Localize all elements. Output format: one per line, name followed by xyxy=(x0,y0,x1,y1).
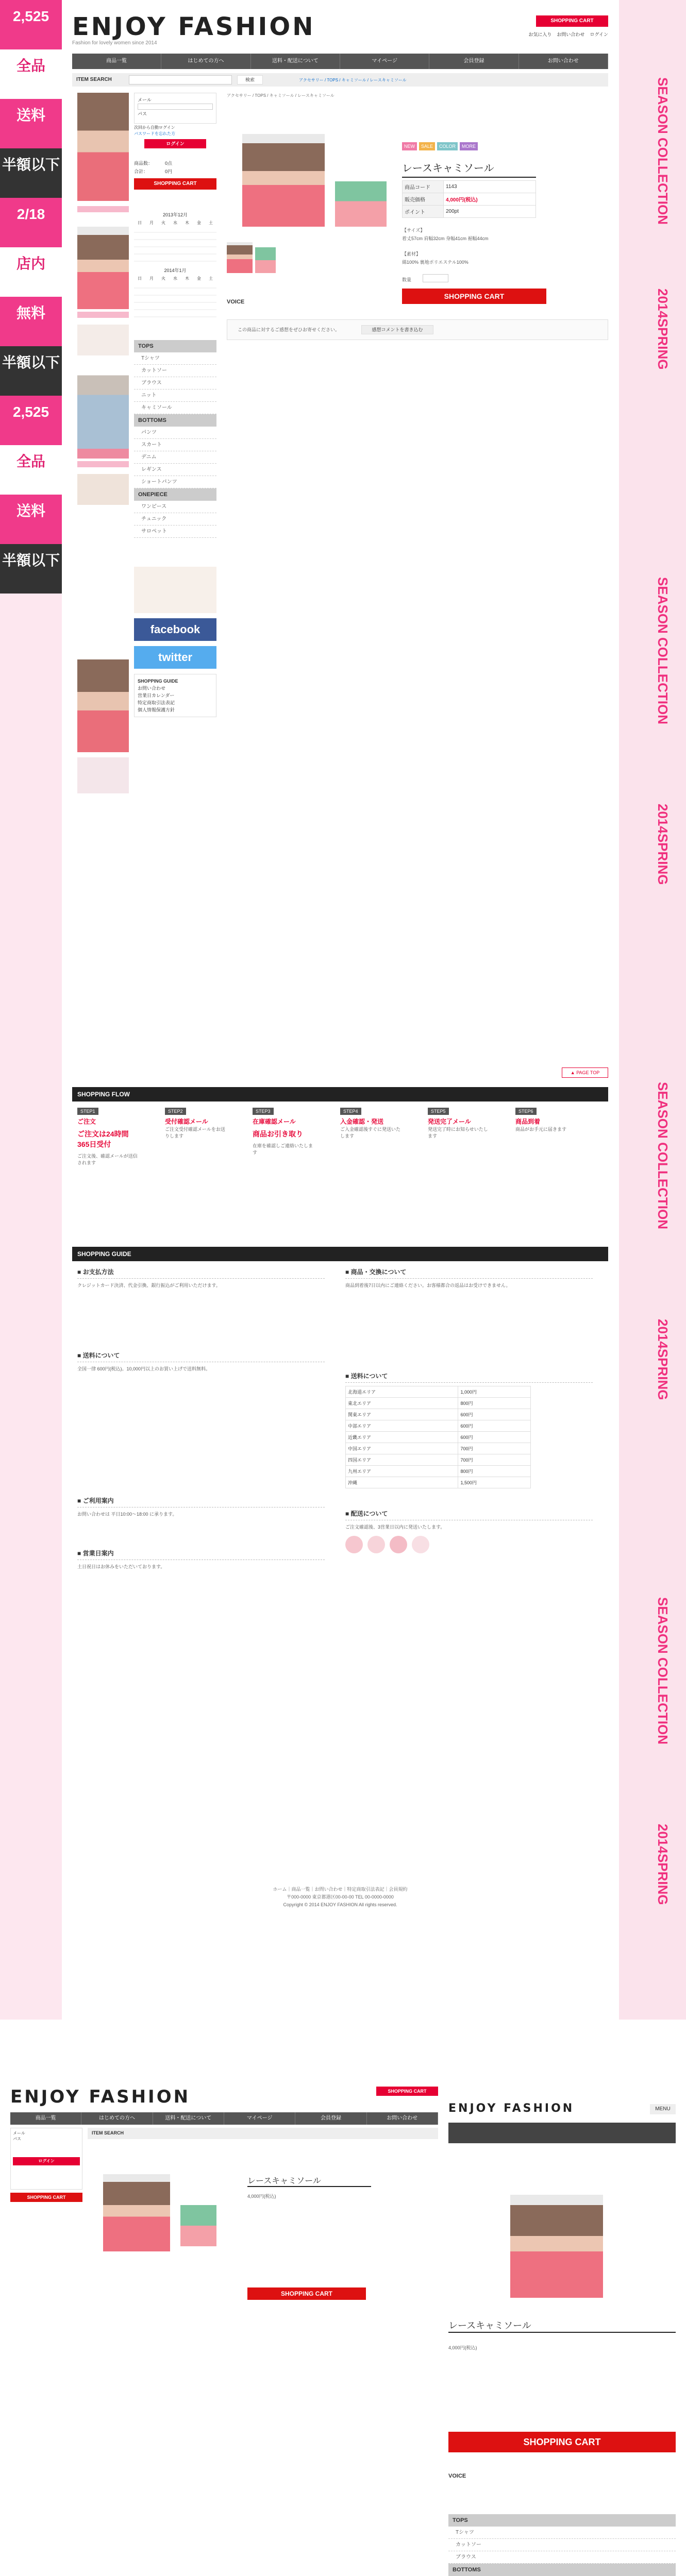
cart-total: 0円 xyxy=(165,169,173,174)
left-promo-strip[interactable] xyxy=(0,0,62,2020)
info-value: 200pt xyxy=(444,206,536,218)
footer xyxy=(72,1886,608,1909)
category-menu xyxy=(134,340,216,538)
step-badge: STEP5 xyxy=(428,1108,449,1115)
banner-image[interactable] xyxy=(77,93,129,201)
category-item[interactable]: カットソー xyxy=(134,365,216,377)
category-item[interactable]: ブラウス xyxy=(448,2551,676,2564)
login-button[interactable]: ログイン xyxy=(13,2157,80,2165)
area: 九州エリア xyxy=(346,1466,458,1477)
day-head: 月 xyxy=(149,221,154,225)
cart-total-label: 合計： xyxy=(134,169,148,174)
nav-item[interactable]: 送料・配送について xyxy=(153,2112,224,2125)
day-head: 土 xyxy=(209,276,213,281)
step-badge: STEP1 xyxy=(77,1108,98,1115)
promo-block: 2/18 xyxy=(0,198,62,247)
mail-label: メール xyxy=(138,97,152,103)
qty-input[interactable] xyxy=(423,274,448,282)
step-text: ご入金確認後すぐに発送いたします xyxy=(340,1127,401,1139)
category-item[interactable]: Tシャツ xyxy=(448,2527,676,2539)
tag-badge: NEW xyxy=(402,142,417,150)
area: 中部エリア xyxy=(346,1420,458,1432)
category-item[interactable]: パンツ xyxy=(134,427,216,439)
product-info-table xyxy=(402,180,536,218)
guide-heading: ■ ご利用案内 xyxy=(77,1496,325,1507)
swatch xyxy=(412,1536,429,1553)
tablet-view xyxy=(10,2081,438,2576)
day-head: 木 xyxy=(185,221,189,225)
search-button[interactable]: 検索 xyxy=(237,75,263,84)
day-head: 金 xyxy=(197,221,201,225)
day-head: 日 xyxy=(138,276,142,281)
search-label: ITEM SEARCH xyxy=(92,2130,124,2136)
guide-text: 商品到着後7日以内にご連絡ください。お客様都合の返品はお受けできません。 xyxy=(345,1283,511,1288)
fee: 700円 xyxy=(458,1454,531,1466)
cart-button[interactable]: SHOPPING CART xyxy=(376,2087,438,2096)
promo-block: 全品 xyxy=(0,49,62,99)
flow-step xyxy=(515,1108,577,1132)
promo-block: 2,525 xyxy=(0,396,62,445)
nav-item[interactable]: 商品一覧 xyxy=(72,54,161,69)
size-text: 着丈57cm 肩幅32cm 身幅41cm 裾幅44cm xyxy=(402,236,489,241)
product-main-image[interactable] xyxy=(103,2174,170,2251)
calendar-month: 2014年1月 xyxy=(164,268,187,273)
step-title: 発送完了メール xyxy=(428,1118,471,1125)
step-text: 発送完了時にお知らせいたします xyxy=(428,1127,488,1139)
add-to-cart-button[interactable]: SHOPPING CART xyxy=(247,2287,366,2300)
step-title: 商品到着 xyxy=(515,1118,541,1125)
twitter-button[interactable]: twitter xyxy=(134,646,216,669)
season-label: SEASON COLLECTION xyxy=(655,77,671,225)
area: 沖縄 xyxy=(346,1477,458,1488)
fee: 600円 xyxy=(458,1409,531,1420)
flow-title: SHOPPING FLOW xyxy=(72,1087,608,1101)
category-item[interactable]: スカート xyxy=(134,439,216,451)
main-nav xyxy=(72,54,608,69)
product-name: レースキャミソール xyxy=(247,2174,371,2187)
nav-item[interactable]: 送料・配送について xyxy=(251,54,340,69)
nav-item[interactable]: 会員登録 xyxy=(295,2112,366,2125)
guide-heading: ■ 送料について xyxy=(77,1351,325,1362)
category-head: BOTTOMS xyxy=(448,2564,676,2576)
price-value: 4,000円(税込) xyxy=(247,2194,276,2199)
banner-image[interactable] xyxy=(77,361,129,459)
flow-step xyxy=(165,1108,227,1139)
day-head: 水 xyxy=(173,276,177,281)
step-highlight: 商品お引き取り xyxy=(253,1130,303,1138)
product-tags xyxy=(402,142,478,150)
right-promo-strip[interactable] xyxy=(619,0,686,2020)
step-title: 受付確認メール xyxy=(165,1118,208,1125)
shopping-guide xyxy=(72,1247,608,1968)
area: 四国エリア xyxy=(346,1454,458,1466)
mobile-view xyxy=(448,2102,676,2576)
breadcrumb[interactable]: アクセサリー / TOPS / キャミソール / レースキャミソール xyxy=(299,78,407,82)
promo-block: 無料 xyxy=(0,297,62,346)
site-logo[interactable]: ENJOY FASHION xyxy=(10,2087,191,2107)
spring-label: 2014SPRING xyxy=(655,289,671,370)
guide-col-right xyxy=(345,1267,593,1555)
color-swatches xyxy=(345,1536,593,1555)
fee: 600円 xyxy=(458,1420,531,1432)
footer-links[interactable]: ホーム｜商品一覧｜お問い合わせ｜特定商取引法表記｜会員規約 xyxy=(273,1887,408,1892)
day-head: 土 xyxy=(209,221,213,225)
tag-badge: MORE xyxy=(460,142,478,150)
voice-text: この商品に対するご感想をぜひお寄せください。 xyxy=(238,327,340,332)
category-item[interactable]: キャミソール xyxy=(134,402,216,414)
login-box xyxy=(10,2128,82,2190)
area: 近畿エリア xyxy=(346,1432,458,1443)
guide-section-title: SHOPPING GUIDE xyxy=(72,1247,608,1261)
voice-title: VOICE xyxy=(448,2473,466,2479)
banner-image[interactable] xyxy=(77,474,129,505)
step-text: ご注文後、確認メールが送信されます xyxy=(77,1154,138,1165)
category-head: TOPS xyxy=(134,340,216,352)
site-logo[interactable]: ENJOY FASHION xyxy=(72,12,315,41)
site-logo[interactable]: ENJOY FASHION xyxy=(448,2102,575,2115)
season-label: SEASON COLLECTION xyxy=(655,1597,671,1745)
nav-item[interactable]: マイページ xyxy=(340,54,429,69)
category-head: BOTTOMS xyxy=(134,414,216,427)
material-title: 【素材】 xyxy=(402,251,421,257)
guide-col-left xyxy=(77,1267,325,1570)
flow-step xyxy=(340,1108,402,1139)
product-main-image[interactable] xyxy=(510,2195,603,2298)
guide-text: ご注文確認後、3営業日以内に発送いたします。 xyxy=(345,1524,445,1530)
area: 中国エリア xyxy=(346,1443,458,1454)
cart-count-label: 商品数： xyxy=(134,161,153,166)
step-highlight: ご注文は24時間365日受付 xyxy=(77,1130,129,1148)
banner-image[interactable] xyxy=(134,567,216,613)
promo-block: 半額以下 xyxy=(0,148,62,198)
nav-item[interactable]: お問い合わせ xyxy=(367,2112,438,2125)
promo-block: 店内 xyxy=(0,247,62,297)
product-thumb[interactable] xyxy=(227,242,253,273)
page-top-button[interactable]: ▲ PAGE TOP xyxy=(562,1067,608,1078)
category-item[interactable]: レギンス xyxy=(134,464,216,476)
guide-text: 全国一律 600円(税込)。10,000円以上のお買い上げで送料無料。 xyxy=(77,1366,211,1371)
banner-image[interactable] xyxy=(77,325,129,355)
footer-copyright: Copyright © 2014 ENJOY FASHION All rights reserved. xyxy=(283,1902,397,1907)
material-text: 綿100% 裏地ポリエステル100% xyxy=(402,260,469,265)
add-to-cart-button[interactable]: SHOPPING CART xyxy=(448,2432,676,2452)
category-item[interactable]: チュニック xyxy=(134,513,216,526)
nav-item[interactable]: お問い合わせ xyxy=(519,54,608,69)
mail-field[interactable] xyxy=(138,104,213,110)
product-name: レースキャミソール xyxy=(402,160,536,178)
voice-box xyxy=(227,319,608,340)
top-link[interactable]: お問い合わせ xyxy=(557,32,585,37)
main-nav xyxy=(10,2112,438,2125)
fee: 800円 xyxy=(458,1466,531,1477)
voice-button[interactable]: 感想コメントを書き込む xyxy=(361,325,433,334)
qty-label: 数量 xyxy=(402,277,412,282)
step-title: ご注文 xyxy=(77,1118,96,1125)
promo-block: 全品 xyxy=(0,445,62,495)
category-item[interactable]: Tシャツ xyxy=(134,352,216,365)
fee: 800円 xyxy=(458,1398,531,1409)
swatch xyxy=(390,1536,407,1553)
shipping-table xyxy=(345,1386,531,1488)
calendar-month: 2013年12月 xyxy=(162,212,188,217)
price-value: 4,000円(税込) xyxy=(444,193,536,206)
info-key: ポイント xyxy=(403,206,444,218)
swatch xyxy=(367,1536,385,1553)
banner-image[interactable] xyxy=(77,659,129,752)
mail-label: メール xyxy=(13,2131,25,2136)
category-item[interactable]: ワンピース xyxy=(134,501,216,513)
spring-label: 2014SPRING xyxy=(655,1319,671,1400)
category-item[interactable]: ニット xyxy=(134,389,216,402)
category-head: ONEPIECE xyxy=(134,488,216,501)
area: 関東エリア xyxy=(346,1409,458,1420)
breadcrumb[interactable]: アクセサリー / TOPS / キャミソール / レースキャミソール xyxy=(227,93,334,98)
guide-link[interactable]: 個人情報保護方針 xyxy=(138,707,175,713)
login-button[interactable]: ログイン xyxy=(144,139,206,148)
banner-image[interactable] xyxy=(77,757,129,793)
category-item[interactable]: ブラウス xyxy=(134,377,216,389)
info-key: 商品コード xyxy=(403,181,444,193)
login-box xyxy=(134,93,216,124)
search-bar xyxy=(72,73,608,87)
category-item[interactable]: カットソー xyxy=(448,2539,676,2551)
nav-item[interactable]: マイページ xyxy=(224,2112,295,2125)
season-label: SEASON COLLECTION xyxy=(655,1082,671,1230)
nav-item[interactable]: はじめての方へ xyxy=(161,54,250,69)
product-sub-image[interactable] xyxy=(335,170,387,227)
fee: 1,000円 xyxy=(458,1386,531,1398)
season-label: SEASON COLLECTION xyxy=(655,577,671,725)
flow-step xyxy=(428,1108,490,1139)
fee: 1,500円 xyxy=(458,1477,531,1488)
promo-block: 送料 xyxy=(0,99,62,148)
tag-badge: SALE xyxy=(419,142,435,150)
product-sub-image[interactable] xyxy=(180,2205,216,2246)
flow-step xyxy=(253,1108,314,1156)
category-item[interactable]: サロペット xyxy=(134,526,216,538)
step-badge: STEP2 xyxy=(165,1108,186,1115)
menu-button[interactable]: MENU xyxy=(650,2104,676,2114)
cart-count: 0点 xyxy=(165,161,173,166)
top-link[interactable]: ログイン xyxy=(590,32,608,37)
day-head: 日 xyxy=(138,221,142,225)
guide-text: クレジットカード決済、代金引換、銀行振込がご利用いただけます。 xyxy=(77,1283,221,1288)
search-input[interactable] xyxy=(129,75,232,84)
forgot-link[interactable]: パスワードを忘れた方 xyxy=(134,131,175,136)
area: 北海道エリア xyxy=(346,1386,458,1398)
shopping-guide-box xyxy=(134,674,216,717)
pass-label: パス xyxy=(138,111,147,116)
info-key: 販売価格 xyxy=(403,193,444,206)
calendar xyxy=(134,211,216,317)
promo-block: 2,525 xyxy=(0,0,62,49)
step-text: ご注文受付確認メールをお送りします xyxy=(165,1127,225,1139)
day-head: 月 xyxy=(149,276,154,281)
top-notice xyxy=(72,0,608,10)
step-title: 在庫確認メール xyxy=(253,1118,296,1125)
voice-title: VOICE xyxy=(227,299,245,305)
top-link[interactable]: お気に入り xyxy=(528,32,552,37)
spring-label: 2014SPRING xyxy=(655,1824,671,1905)
flow-step xyxy=(77,1108,139,1166)
price-value: 4,000円(税込) xyxy=(448,2345,477,2350)
banner-caption[interactable] xyxy=(77,461,129,467)
shopping-flow xyxy=(72,1087,608,1165)
banner-image[interactable] xyxy=(77,227,129,309)
product-name: レースキャミソール xyxy=(448,2318,676,2333)
step-text: 商品がお手元に届きます xyxy=(515,1127,567,1132)
fee: 700円 xyxy=(458,1443,531,1454)
day-head: 火 xyxy=(161,276,165,281)
promo-block: 送料 xyxy=(0,495,62,544)
guide-heading: ■ 営業日案内 xyxy=(77,1549,325,1560)
fee: 600円 xyxy=(458,1432,531,1443)
product-main-image[interactable] xyxy=(242,134,325,227)
pass-label: パス xyxy=(13,2137,21,2141)
category-head: TOPS xyxy=(448,2514,676,2527)
sidebar-cart-button[interactable]: SHOPPING CART xyxy=(134,178,216,190)
step-badge: STEP6 xyxy=(515,1108,537,1115)
nav-item[interactable]: はじめての方へ xyxy=(81,2112,153,2125)
guide-text: お問い合わせは 平日10:00〜18:00 に承ります。 xyxy=(77,1512,177,1517)
info-value: 1143 xyxy=(444,181,536,193)
guide-heading: ■ 送料について xyxy=(345,1371,593,1383)
guide-text: 土日祝日はお休みをいただいております。 xyxy=(77,1564,165,1569)
guide-link[interactable]: 営業日カレンダー xyxy=(138,693,175,698)
step-badge: STEP3 xyxy=(253,1108,274,1115)
category-item[interactable]: ショートパンツ xyxy=(134,476,216,488)
step-badge: STEP4 xyxy=(340,1108,361,1115)
facebook-button[interactable]: facebook xyxy=(134,618,216,641)
step-title: 入金確認・発送 xyxy=(340,1118,384,1125)
day-head: 火 xyxy=(161,221,165,225)
swatch xyxy=(345,1536,363,1553)
nav-item[interactable]: 商品一覧 xyxy=(10,2112,81,2125)
guide-link[interactable]: お問い合わせ xyxy=(138,686,166,691)
add-to-cart-button[interactable]: SHOPPING CART xyxy=(402,289,546,304)
cart-button[interactable]: SHOPPING CART xyxy=(536,15,608,27)
sidebar-cart-button[interactable]: SHOPPING CART xyxy=(10,2193,82,2202)
tagline: Fashion for lovely women since 2014 xyxy=(72,40,157,46)
spring-label: 2014SPRING xyxy=(655,804,671,885)
size-title: 【サイズ】 xyxy=(402,228,425,233)
guide-heading: ■ 商品・交換について xyxy=(345,1267,593,1279)
remember-checkbox[interactable]: 次回から自動ログイン xyxy=(134,125,175,130)
day-head: 金 xyxy=(197,276,201,281)
product-thumb[interactable] xyxy=(255,247,276,273)
search-label: ITEM SEARCH xyxy=(76,77,112,82)
guide-title: SHOPPING GUIDE xyxy=(138,679,178,684)
area: 東北エリア xyxy=(346,1398,458,1409)
guide-link[interactable]: 特定商取引法表記 xyxy=(138,700,175,705)
mobile-toolbar xyxy=(448,2123,676,2143)
guide-heading: ■ お支払方法 xyxy=(77,1267,325,1279)
guide-heading: ■ 配送について xyxy=(345,1509,593,1520)
promo-block: 半額以下 xyxy=(0,346,62,396)
banner-caption[interactable] xyxy=(77,312,129,318)
desktop-page xyxy=(72,0,608,1907)
category-menu xyxy=(448,2514,676,2576)
category-item[interactable]: デニム xyxy=(134,451,216,464)
banner-caption[interactable] xyxy=(77,206,129,212)
search-bar xyxy=(88,2128,438,2139)
nav-item[interactable]: 会員登録 xyxy=(429,54,518,69)
day-head: 木 xyxy=(185,276,189,281)
footer-address: 〒000-0000 東京都港区00-00-00 TEL 00-0000-0000 xyxy=(287,1894,394,1900)
day-head: 水 xyxy=(173,221,177,225)
tag-badge: COLOR xyxy=(437,142,458,150)
step-text: 在庫を確認しご連絡いたします xyxy=(253,1143,313,1155)
promo-block: 半額以下 xyxy=(0,544,62,594)
